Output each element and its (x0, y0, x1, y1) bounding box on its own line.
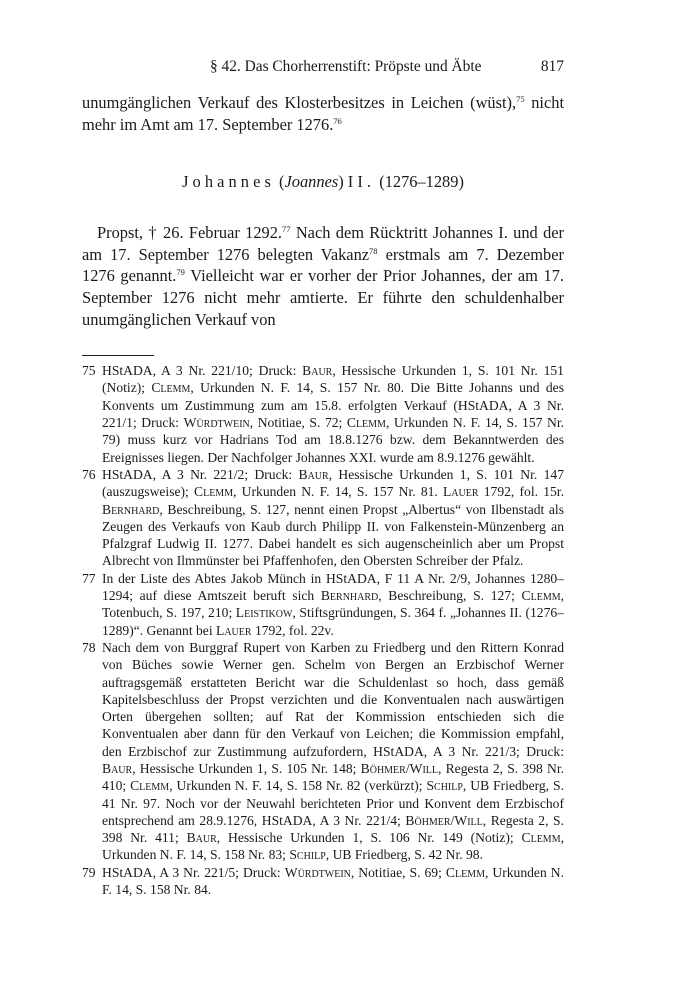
paragraph-text: Propst, † 26. Februar 1292. (97, 223, 283, 243)
footnote-text-segment: , Beschreibung, S. 127, nennt einen Propst „Albertus“ von Ilbenstadt als Zeugen des Verkaufs von Kaub durch Philipp II. von Falkenstein-Münzenberg an Pfalzgraf Ludwig II. 1277. Dabei handelt es sich augenscheinlich aber um Propst Albrecht von Ilmmünster bei Pfaffenhofen, den Obersten Schreiber der Pfalz. (102, 501, 564, 569)
footnote-separator (82, 355, 154, 356)
author-name: Clemm (194, 484, 234, 500)
footnote-number: 77 (82, 570, 96, 586)
footnote-text-segment: , Notitiae, S. 72; (249, 415, 347, 431)
author-name: Clemm (521, 830, 561, 846)
footnote-ref-75[interactable]: 75 (516, 94, 525, 104)
author-name: Baur (186, 830, 217, 846)
footnote-text-segment: , Hessische Urkunden 1, S. 101 Nr. 147 (auszugsweise); (102, 466, 564, 500)
footnote-text-segment: HStADA, A 3 Nr. 221/10; Druck: (102, 363, 303, 379)
footnote-text-segment: , Urkunden N. F. 14, S. 157 Nr. 81. (233, 484, 444, 500)
author-name: Baur (102, 760, 133, 776)
footnote-text-segment: Nach dem von Burggraf Rupert von Karben zu Friedberg und den Rittern Konrad von Büches sowie Werner gen. Schelm von Bergen an Erzbischof Werner auftragsgemäß erstatteten Bericht war die Schuldenlast so hoch, dass gemäß Kapitelsbeschluss der Propst verzichten und die Konventualen nach auswärtigen Orten übergehen sollten; auf Rat der Kommission entschieden sich die Konventualen aber dann für den Verkauf von Leichen; die Kommission empfahl, den Erzbischof zur Zustimmung aufzufordern, HStADA, A 3 Nr. 221/3; Druck: (102, 639, 564, 759)
footnote-text-segment: , Stiftsgründungen, S. 364 f. „Johannes II. (1276–1289)“. Genannt bei (102, 605, 564, 638)
footnote-text-segment: , Hessische Urkunden 1, S. 105 Nr. 148; (132, 760, 361, 776)
footnote-78 (82, 639, 564, 864)
footnote-text-segment: , Beschreibung, S. 127; (378, 588, 522, 604)
footnote-77 (82, 570, 564, 639)
footnote-76 (82, 466, 564, 570)
footnote-text-segment: In der Liste des Abtes Jakob Münch in HStADA, F 11 A Nr. 2/9, Johannes 1280–1294; auf diese Amtszeit beruft sich (102, 570, 564, 604)
footnote-ref-78[interactable]: 78 (369, 245, 378, 256)
continuation-text: nicht mehr im Amt am 17. September 1276. (82, 93, 564, 134)
author-name: Clemm (130, 778, 170, 794)
footnote-ref-77[interactable]: 77 (282, 224, 291, 235)
footnote-text-segment: , Notitiae, S. 69; (350, 864, 446, 880)
footnote-text (102, 570, 564, 639)
author-name: Bernhard (320, 588, 379, 604)
footnote-75 (82, 362, 564, 466)
author-name: Baur (302, 363, 333, 379)
footnote-text-segment: 1792, fol. 22v. (251, 622, 334, 638)
footnote-text (102, 466, 564, 570)
footnote-ref-79[interactable]: 79 (176, 267, 185, 278)
author-name: Würdtwein (284, 864, 351, 880)
author-name: Würdtwein (183, 415, 250, 431)
footnote-text-segment: , Hessische Urkunden 1, S. 101 Nr. 151 (Notiz); (102, 363, 564, 396)
heading-dates: (1276–1289) (379, 172, 464, 192)
author-name: Clemm (445, 864, 485, 880)
footnote-number: 75 (82, 363, 96, 379)
footnote-text-segment: 1792, fol. 15r. (478, 484, 564, 500)
footnote-number: 78 (82, 639, 96, 655)
footnote-number: 76 (82, 466, 96, 482)
paragraph-text: Nach dem Rücktritt Johannes I. und der am 17. September 1276 belegten Vakanz (82, 223, 564, 264)
author-name: Schilp (426, 778, 463, 794)
footnote-text (102, 864, 564, 899)
footnote-text-segment: , Urkunden N. F. 14, S. 158 Nr. 84. (102, 864, 564, 898)
footnote-text-segment: , Regesta 2, S. 398 Nr. 410; (102, 760, 564, 794)
author-name: Böhmer/Will (360, 760, 438, 776)
footnote-79 (82, 864, 564, 899)
author-name: Böhmer/Will (405, 812, 483, 828)
running-title: § 42. Das Chorherrenstift: Pröpste und Äbte (210, 58, 482, 75)
heading-name: Johannes (182, 172, 275, 192)
footnote-text (102, 362, 564, 466)
paragraph-text: Vielleicht war er vorher der Prior Johannes, der am 17. September 1276 nicht mehr amtierte. Er führte den schuldenhalber unumgänglichen Verkauf von (82, 266, 564, 329)
footnotes (82, 362, 564, 898)
running-head (82, 58, 564, 82)
author-name: Bernhard (102, 501, 160, 517)
footnote-text-segment: HStADA, A 3 Nr. 221/2; Druck: (102, 466, 299, 482)
author-name: Clemm (346, 415, 386, 431)
author-name: Baur (298, 466, 329, 482)
body-paragraph (82, 222, 564, 330)
section-heading: Johannes (Joannes) II. (1276–1289) (182, 172, 464, 192)
continuation-text: unumgänglichen Verkauf des Klosterbesitzes in Leichen (wüst), (82, 93, 517, 112)
footnote-text-segment: , Hessische Urkunden 1, S. 106 Nr. 149 (Notiz); (216, 830, 522, 846)
footnote-text-segment: , Totenbuch, S. 197, 210; (102, 588, 565, 621)
heading-latin-name: Joannes (284, 172, 339, 192)
footnote-text (102, 639, 564, 864)
footnote-text-segment: HStADA, A 3 Nr. 221/5; Druck: (102, 864, 285, 880)
author-name: Schilp (289, 847, 326, 863)
paragraph-text: erstmals am 7. Dezember 1276 genannt. (82, 244, 564, 286)
footnote-text-segment: , Urkunden N. F. 14, S. 158 Nr. 82 (verkürzt); (169, 778, 427, 794)
author-name: Leistikow (235, 605, 293, 621)
footnote-number: 79 (82, 864, 96, 880)
heading-numeral: II. (347, 172, 376, 192)
continuation-paragraph (82, 92, 564, 135)
footnote-text-segment: , Regesta 2, S. 398 Nr. 411; (102, 812, 565, 846)
footnote-text-segment: , Urkunden N. F. 14, S. 157 Nr. 80. Die Bitte Johanns und des Konvents um Zustimmung zum am 15.8. erfolgten Verkauf (HStADA, A 3 Nr. 221/1; Druck: (102, 380, 564, 431)
footnote-text-segment: , UB Friedberg, S. 41 Nr. 97. Noch vor der Neuwahl berichteten Prior und Konvent dem Erzbischof entsprechend am 28.9.1276, HStADA, A 3 Nr. 221/4; (102, 778, 564, 828)
footnote-ref-76[interactable]: 76 (333, 115, 342, 126)
page-number: 817 (540, 58, 564, 75)
book-page (82, 58, 564, 898)
author-name: Lauer (216, 622, 252, 638)
footnote-text-segment: , Urkunden N. F. 14, S. 158 Nr. 83; (102, 830, 564, 863)
author-name: Clemm (521, 588, 561, 604)
author-name: Clemm (151, 380, 191, 396)
author-name: Lauer (443, 484, 479, 500)
footnote-text-segment: , UB Friedberg, S. 42 Nr. 98. (325, 847, 484, 863)
footnote-text-segment: , Urkunden N. F. 14, S. 157 Nr. 79) muss kurz vor Hadrians Tod am 18.8.1276 bzw. dem Bekanntwerden des Ereignisses liegen. Der Nachfolger Johannes XXI. wurde am 8.9.1276 gewählt. (102, 415, 564, 465)
